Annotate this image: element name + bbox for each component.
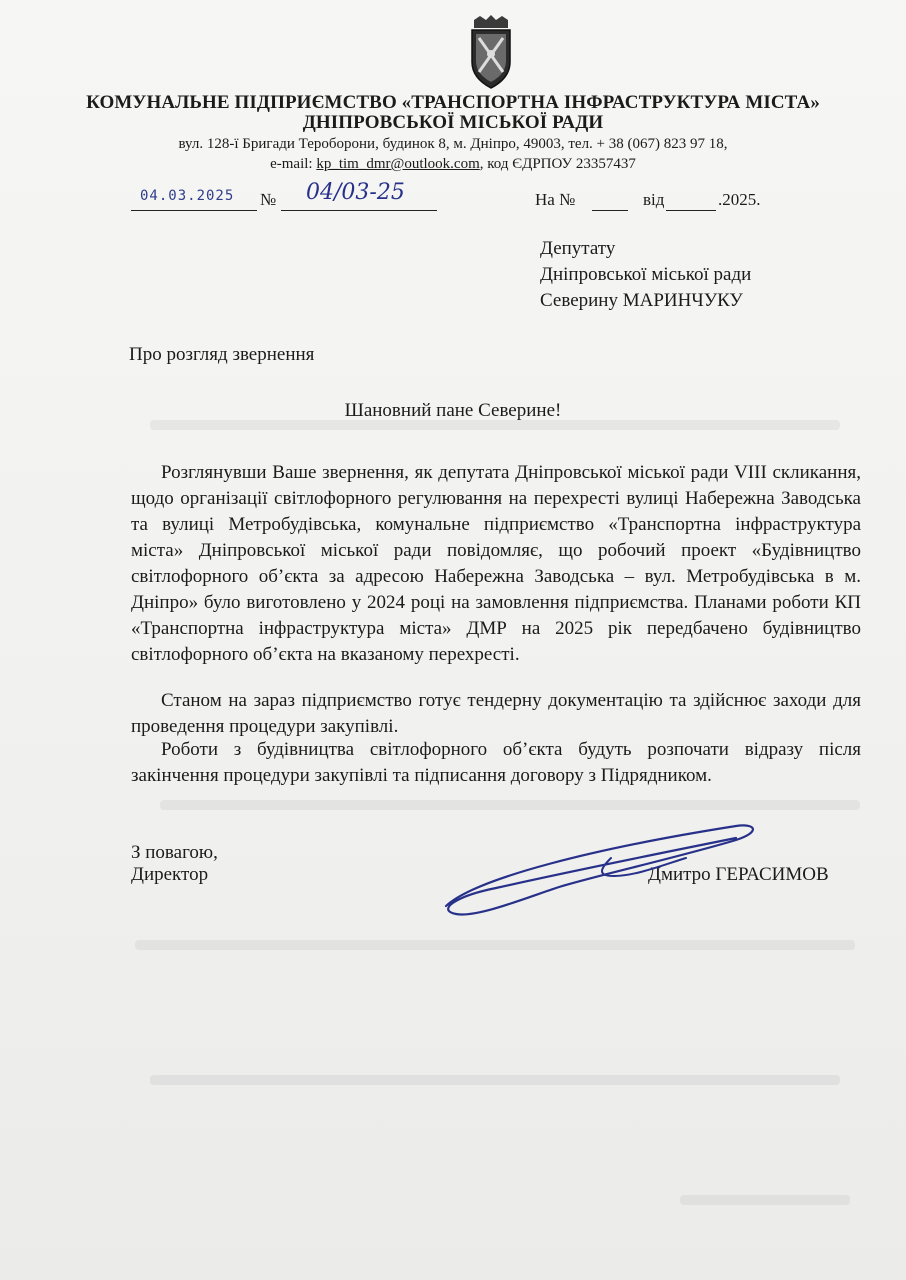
signatory-name: Дмитро ГЕРАСИМОВ [648, 864, 829, 885]
email-label: e-mail: [270, 156, 317, 172]
handwritten-outgoing-number: 04/03-25 [306, 180, 405, 205]
bleed-through-line [135, 940, 855, 950]
number-label: № [260, 190, 277, 209]
body-paragraph: Розглянувши Ваше звернення, як депутата Дніпровської міської ради VIII скликання, щодо організації світлофорного регулювання на перехресті вулиці Набережна Заводська та вулиці Метробудівська, комунальне підприємство «Транспортна інфраструктура міста» Дніпровської міської ради повідомляє, що робочий проект «Будівництво світлофорного об’єкта за адресою Набережна Заводська – вул. Метробудівська в м. Дніпро» було виготовлено у 2024 році на замовлення підприємства. Планами роботи КП «Транспортна інфраструктура міста» ДМР на 2025 рік передбачено будівництво світлофорного об’єкта на вказаному перехресті. [131, 462, 861, 665]
reply-number-blank [592, 210, 628, 211]
body-paragraph: Роботи з будівництва світлофорного об’єкта будуть розпочати відразу після закінчення процедури закупівлі та підписання договору з Підрядником. [131, 739, 861, 786]
closing-regards: З повагою, [131, 842, 218, 863]
reply-year: .2025. [718, 190, 761, 209]
bleed-through-line [160, 800, 860, 810]
signatory-position: Директор [131, 864, 209, 885]
date-underline [131, 210, 257, 211]
reply-number-label: На № [535, 190, 576, 209]
organization-contacts [0, 156, 906, 173]
recipient-name: Северину МАРИНЧУКУ [540, 290, 743, 311]
letter-subject: Про розгляд звернення [129, 344, 315, 365]
recipient-council: Дніпровської міської ради [540, 264, 752, 285]
bleed-through-line [150, 1075, 840, 1085]
date-stamp: 04.03.2025 [140, 188, 235, 204]
organization-name: КОМУНАЛЬНЕ ПІДПРИЄМСТВО «ТРАНСПОРТНА ІНФРАСТРУКТУРА МІСТА» [86, 92, 820, 113]
dnipro-coat-of-arms-icon [466, 14, 516, 92]
number-underline [281, 210, 437, 211]
bleed-through-line [680, 1195, 850, 1205]
reply-from-label: від [643, 190, 665, 209]
edrpou-code: , код ЄДРПОУ 23357437 [479, 156, 636, 172]
reply-date-blank [666, 210, 716, 211]
email-link[interactable]: kp_tim_dmr@outlook.com [316, 156, 480, 172]
recipient-title: Депутату [540, 238, 616, 259]
organization-address: вул. 128-ї Бригади Тероборони, будинок 8, м. Дніпро, 49003, тел. + 38 (067) 823 97 18, [178, 136, 728, 152]
salutation: Шановний пане Северине! [344, 400, 562, 421]
handwritten-signature [436, 818, 766, 928]
organization-council: ДНІПРОВСЬКОЇ МІСЬКОЇ РАДИ [302, 112, 604, 133]
body-paragraph: Станом на зараз підприємство готує тендерну документацію та здійснює заходи для проведення процедури закупівлі. [131, 690, 861, 737]
